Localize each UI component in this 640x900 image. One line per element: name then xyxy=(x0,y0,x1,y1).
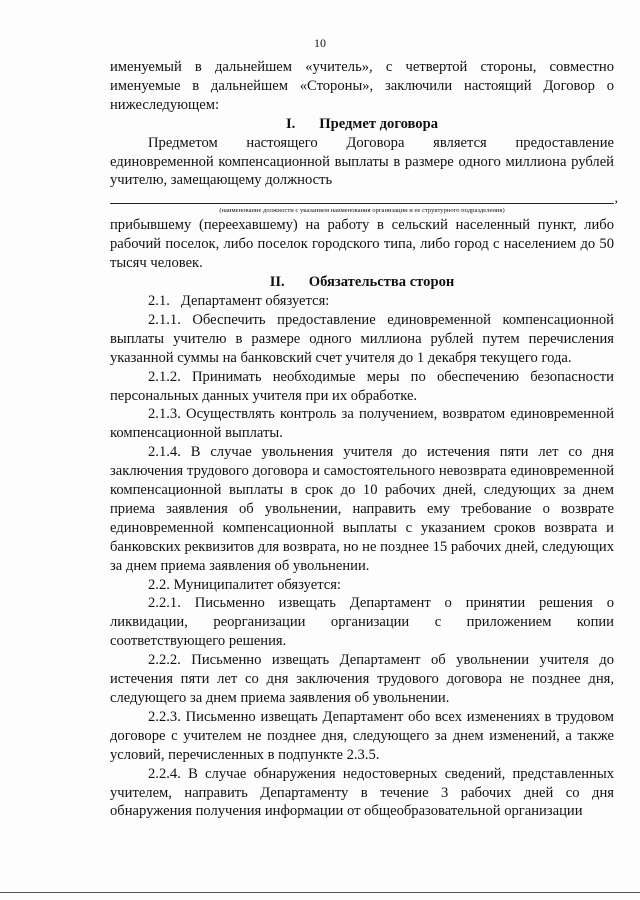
page-bottom-edge xyxy=(0,892,640,893)
clause-2-2-2: 2.2.2. Письменно извещать Департамент об увольнении учителя до истечения пяти лет со дня заключения трудового договора не позднее дня, следующего за днем приема заявления об увольнении. xyxy=(110,652,614,706)
clause-2-2-4: 2.2.4. В случае обнаружения недостоверных сведений, представленных учителем, направить Департаменту в течение 3 рабочих дней со дня обнаружения получения информации от общеобразовательной организации xyxy=(110,765,614,820)
clause-2-1: 2.1. Департамент обязуется: xyxy=(148,292,330,309)
position-field-hint: (наименование должности с указанием наименования организации и ее структурного подразделения) xyxy=(219,207,505,215)
section-1-continuation: прибывшему (переехавшему) на работу в сельский населенный пункт, либо рабочий поселок, либо поселок городского типа, либо город с населением до 50 тысяч человек. xyxy=(110,217,614,272)
section-1-paragraph: Предметом настоящего Договора является предоставление единовременной компенсационной выплаты в размере одного миллиона рублей учителю, замещающему должность xyxy=(110,134,614,189)
clause-2-2-3: 2.2.3. Письменно извещать Департамент обо всех изменениях в трудовом договоре с учителем не позднее дня, следующего за днем изменений, а также условий, перечисленных в подпункте 2.3.5. xyxy=(110,708,614,763)
clause-2-1-4: 2.1.4. В случае увольнения учителя до истечения пяти лет со дня заключения трудового договора и самостоятельного невозврата единовременной компенсационной выплаты в срок до 10 рабочих дней, следующих за днем приема заявления об увольнении, направить ему требование о возврате единовременной компенсационной выплаты с указанием сроков возврата и банковских реквизитов для возврата, но не позднее 15 рабочих дней, следующих за днем приема заявления об увольнении. xyxy=(110,444,614,574)
contract-body xyxy=(110,58,618,821)
section-1-number: I. xyxy=(285,115,296,132)
section-2-heading xyxy=(110,273,614,292)
position-fill-line xyxy=(110,191,618,207)
clause-2-1-3: 2.1.3. Осуществлять контроль за получением, возвратом единовременной компенсационной выплаты. xyxy=(110,406,614,442)
section-2-number: II. xyxy=(269,274,285,291)
intro-paragraph: именуемый в дальнейшем «учитель», с четвертой стороны, совместно именуемые в дальнейшем «Стороны», заключили настоящий Договор о нижеследующем: xyxy=(110,59,614,113)
clause-2-2: 2.2. Муниципалитет обязуется: xyxy=(148,576,341,593)
section-1-heading xyxy=(110,115,614,134)
section-1-title: Предмет договора xyxy=(319,115,439,132)
clause-2-1-1: 2.1.1. Обеспечить предоставление единовременной компенсационной выплаты учителю в размере одного миллиона рублей путем перечисления указанной суммы на банковский счет учителя до 1 декабря текущего года. xyxy=(110,311,614,366)
page-number: 10 xyxy=(314,36,326,50)
section-2-title: Обязательства сторон xyxy=(308,274,455,291)
clause-2-2-1: 2.2.1. Письменно извещать Департамент о принятии решения о ликвидации, реорганизации организации с приложением копии соответствующего решения. xyxy=(110,595,614,650)
clause-2-1-2: 2.1.2. Принимать необходимые меры по обеспечению безопасности персональных данных учителя при их обработке. xyxy=(110,368,614,404)
fill-line-comma: , xyxy=(614,191,618,207)
